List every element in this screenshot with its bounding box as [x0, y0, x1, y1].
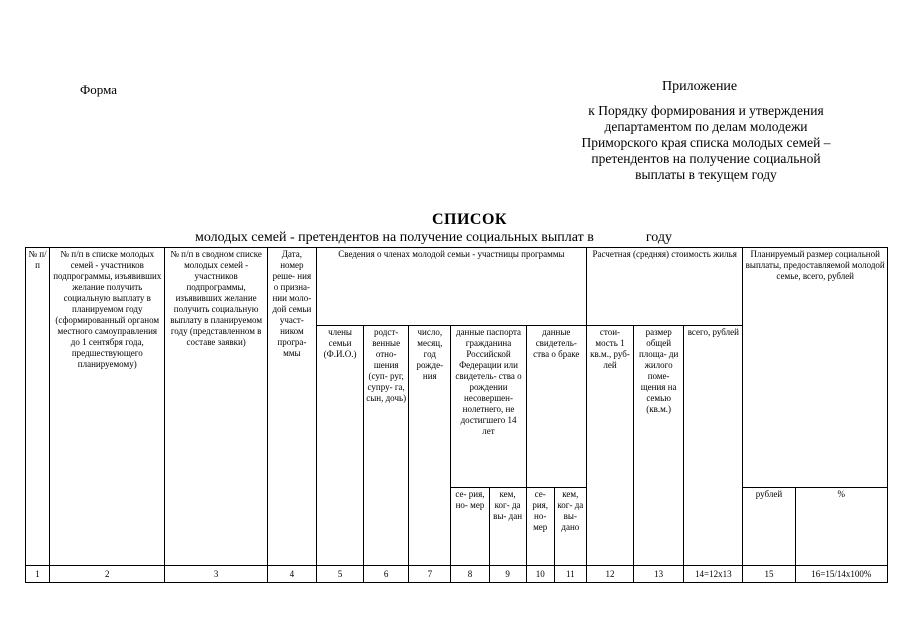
subtitle-text: молодых семей - претендентов на получение социальных выплат в — [195, 230, 594, 245]
document-subtitle — [195, 230, 672, 246]
header-group-cell: Сведения о членах молодой семьи - участницы программы — [316, 248, 586, 326]
header-cell: кем, ког- да вы- дано — [554, 488, 586, 566]
column-number: 3 — [165, 566, 267, 583]
column-number: 5 — [316, 566, 363, 583]
document-title: СПИСОК — [431, 211, 508, 228]
header-group-cell: Планируемый размер социальной выплаты, предоставляемой молодой семье, всего, рублей — [743, 248, 888, 488]
header-cell: % — [795, 488, 887, 566]
header-cell: всего, рублей — [684, 326, 743, 566]
column-number: 7 — [409, 566, 451, 583]
header-cell: число, месяц, год рожде- ния — [409, 326, 451, 566]
header-cell: размер общей площа- ди жилого поме- щения на семью (кв.м.) — [634, 326, 684, 566]
appendix-title: Приложение — [662, 79, 738, 94]
header-cell: рублей — [743, 488, 795, 566]
column-numbers-row — [26, 566, 888, 583]
column-number: 2 — [50, 566, 165, 583]
header-cell: родст- венные отно- шения (суп- руг, супру- га, сын, дочь) — [364, 326, 409, 566]
appendix-line: Приморского края списка молодых семей – — [581, 135, 831, 150]
families-table — [25, 247, 888, 583]
column-number: 13 — [634, 566, 684, 583]
header-cell: Дата, номер реше- ния о призна- нии моло- дой семьи участ- ником програ- ммы — [267, 248, 316, 566]
column-number: 8 — [451, 566, 489, 583]
appendix-line: департаментом по делам молодежи — [604, 119, 808, 134]
header-cell: стои- мость 1 кв.м., руб- лей — [586, 326, 633, 566]
header-cell: данные паспорта гражданина Российской Федерации или свидетель- ства о рождении несовершен- нолетнего, не достигшего 14 лет — [451, 326, 526, 488]
column-number: 15 — [743, 566, 795, 583]
column-number: 6 — [364, 566, 409, 583]
appendix-line: выплаты в текущем году — [635, 167, 777, 182]
column-number: 10 — [526, 566, 554, 583]
subtitle-year-word: году — [645, 230, 672, 245]
appendix-line: претендентов на получение социальной — [591, 151, 821, 166]
header-cell: кем, ког- да вы- дан — [489, 488, 526, 566]
header-cell: члены семьи (Ф.И.О.) — [316, 326, 363, 566]
appendix-text — [555, 103, 857, 183]
form-label: Форма — [80, 82, 117, 97]
column-number: 16=15/14x100% — [795, 566, 887, 583]
header-cell: данные свидетель- ства о браке — [526, 326, 586, 488]
header-cell: № п/п в списке молодых семей - участников подпрограммы, изъявивших желание получить социальную выплату в планируемом году (сформированный органом местного самоуправления до 1 сентября года, предшествующего планируемому) — [50, 248, 165, 566]
header-cell: се- рия, но- мер — [526, 488, 554, 566]
column-number: 14=12x13 — [684, 566, 743, 583]
column-number: 9 — [489, 566, 526, 583]
column-number: 1 — [26, 566, 50, 583]
column-number: 4 — [267, 566, 316, 583]
header-cell: № п/п в сводном списке молодых семей - участников подпрограммы, изъявивших желание получить социальную выплату в планируемом году (представленном в составе заявки) — [165, 248, 267, 566]
column-number: 12 — [586, 566, 633, 583]
column-number: 11 — [554, 566, 586, 583]
appendix-line: к Порядку формирования и утверждения — [588, 103, 824, 118]
header-group-cell: Расчетная (средняя) стоимость жилья — [586, 248, 743, 326]
header-cell: се- рия, но- мер — [451, 488, 489, 566]
header-cell: № п/п — [26, 248, 50, 566]
